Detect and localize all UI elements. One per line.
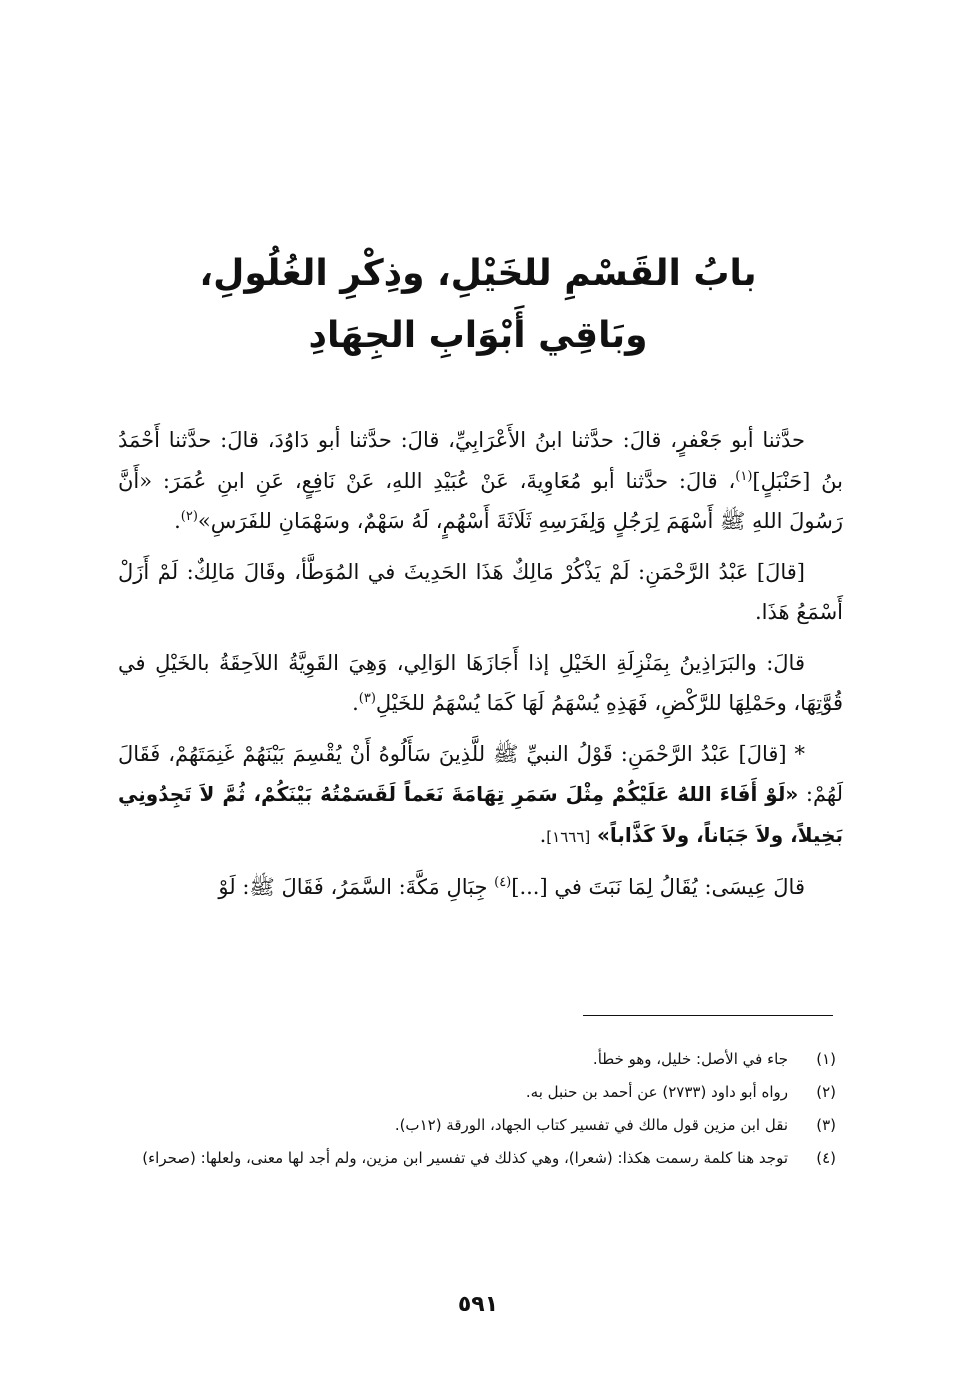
paragraph-4-intro: * [قالَ] عَبْدُ الرَّحْمَنِ: قَوْلُ النبيِّ ﷺ للَّذِينَ سَأَلُوهُ أَنْ يُقْسِمَ بَيْنَهُمْ غَنِمَتَهُمْ، فَقَالَ لَهُمْ:: [118, 741, 843, 806]
paragraph-1-part-2: ، قالَ: حدَّثنا أبو مُعَاوِيةَ، عَنْ عُبَيْدِ اللهِ، عَنْ نَافِعٍ، عَنِ ابنِ عُمَرَ: «أَنَّ رَسُولَ اللهِ ﷺ أَسْهَمَ لِرَجُلٍ وَلِفَرَسِهِ ثَلَاثَةَ أَسْهُمٍ، لَهُ سَهْمٌ، وسَهْمَانِ للفَرَسِ»: [118, 468, 843, 533]
paragraph-1-part-3: .: [174, 509, 181, 533]
hadith-reference: [١٦٦٦]: [546, 827, 591, 846]
footnote-3: [120, 1109, 836, 1142]
footnote-marker-3[interactable]: (٣): [358, 691, 376, 706]
chapter-title-line-1: بابُ القَسْمِ للخَيْلِ، وذِكْرِ الغُلُولِ،: [199, 253, 757, 294]
footnote-4-text: توجد هنا كلمة رسمت هكذا: (شعرا)، وهي كذلك في تفسير ابن مزين، ولم أجد لها معنى، ولعلها: (صحراء): [142, 1149, 788, 1167]
chapter-title-line-2: وبَاقِي أَبْوَابِ الجِهَادِ: [308, 315, 648, 356]
main-text: [118, 420, 843, 918]
footnote-3-text: نقل ابن مزين قول مالك في تفسير كتاب الجهاد، الورقة (١٢ب).: [394, 1116, 788, 1134]
hadith-quote: «لَوْ أَفَاءَ اللهُ عَلَيْكُمْ مِثْلَ سَمَرِ تِهَامَةَ نَعَماً لَقَسَمْتُهُ بَيْنَكُمْ، ثُمَّ لاَ تَجِدُونِي بَخِيلاً، ولاَ جَبَاناً، ولاَ كَذَّاباً»: [118, 782, 843, 847]
paragraph-3-part-2: .: [352, 691, 359, 715]
footnote-marker-2[interactable]: (٢): [180, 509, 198, 524]
paragraph-1-part-1: حدَّثنا أبو جَعْفرٍ، قالَ: حدَّثنا ابنُ الأَعْرَابِيِّ، قالَ: حدَّثنا أبو دَاوُدَ، قالَ: حدَّثنا أَحْمَدُ بنُ [حَنْبَلٍ]: [118, 428, 844, 493]
footnote-2-text: رواه أبو داود (٢٧٣٣) عن أحمد بن حنبل به.: [525, 1083, 788, 1101]
paragraph-5: [118, 867, 843, 908]
paragraph-5-part-1: قالَ عِيسَى: يُقَالُ لِمَا نَبَتَ في [...]: [511, 875, 805, 899]
paragraph-3: [118, 643, 843, 724]
paragraph-2: [118, 552, 843, 633]
footnote-1: [120, 1043, 836, 1076]
footnote-4-number: (٤): [816, 1149, 836, 1167]
footnote-3-number: (٣): [816, 1116, 836, 1134]
paragraph-4-end: .: [539, 822, 547, 847]
footnotes-section: [120, 1043, 836, 1175]
paragraph-3-part-1: قالَ: والبَرَاذِينُ بِمَنْزِلَةِ الخَيْلِ إذا أَجَازَهَا الوَالِي، وَهِيَ القَوِيَّةُ اللاَحِقَةُ بالخَيْلِ في قُوَّتِهَا، وحَمْلِهَا للرَّكْضِ، فَهَذِهِ يُسْهَمُ لَهَا كَمَا يُسْهَمُ للخَيْلِ: [118, 650, 843, 715]
paragraph-2-text: [قالَ] عَبْدُ الرَّحْمَنِ: لَمْ يَذْكُرْ مَالِكٌ هَذَا الحَدِيثَ في المُوَطَّأ، وقَالَ مَالِكٌ: لَمْ أَزَلْ أَسْمَعُ هَذَا.: [118, 559, 843, 624]
footnote-1-text: جاء في الأصل: خليل، وهو خطأ.: [592, 1050, 788, 1068]
footnote-marker-4[interactable]: (٤): [494, 875, 512, 890]
footnote-2: [120, 1076, 836, 1109]
footnote-2-number: (٢): [816, 1083, 836, 1101]
footnote-marker-1[interactable]: (١): [735, 468, 753, 484]
footnote-4: [120, 1142, 836, 1175]
paragraph-4: [118, 734, 843, 858]
page-number: ٥٩١: [457, 1292, 499, 1317]
paragraph-1: [118, 420, 843, 542]
paragraph-5-part-2: جِبَالِ مَكَّةَ: السَّمَرُ، فَقَالَ ﷺ: لَوْ: [218, 875, 495, 899]
footnote-separator: [583, 1015, 833, 1016]
footnote-1-number: (١): [816, 1050, 836, 1068]
